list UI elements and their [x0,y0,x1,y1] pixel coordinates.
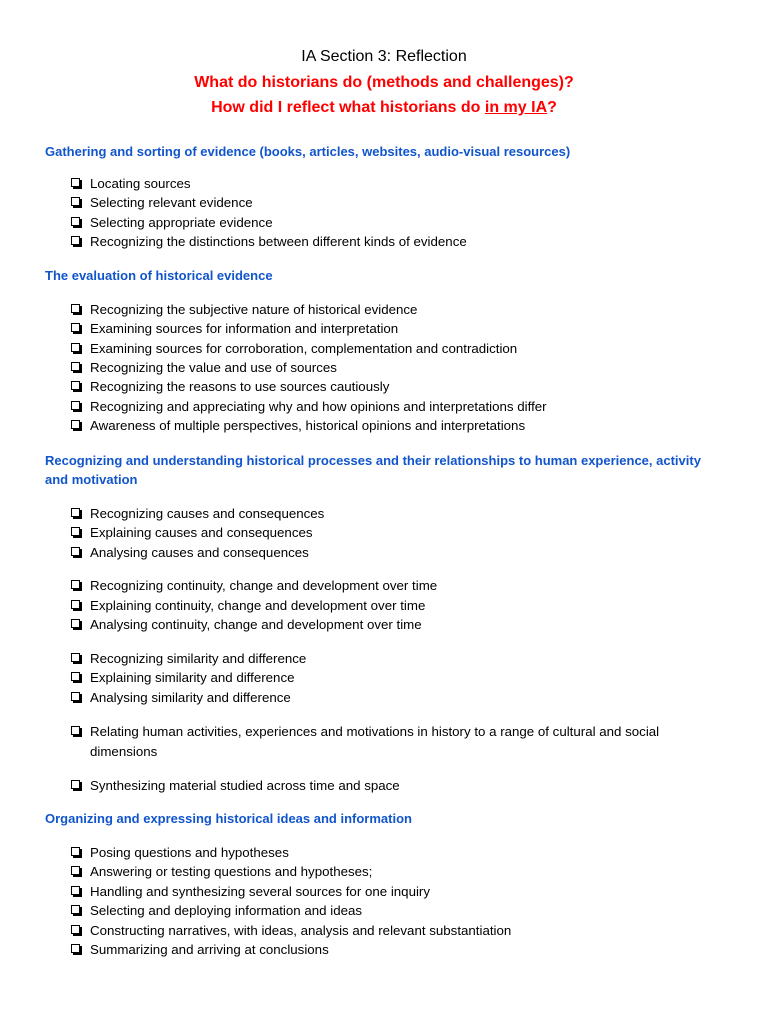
checkbox-icon[interactable] [71,600,80,609]
checkbox-icon[interactable] [71,362,80,371]
checklist-item-label: Relating human activities, experiences and motivations in history to a range of cultural and social dimensions [90,724,660,759]
checkbox-icon[interactable] [71,847,80,856]
checkbox-icon[interactable] [71,508,80,517]
checklist-item [71,901,711,921]
checklist-item [71,397,711,417]
checklist-item-label: Examining sources for information and interpretation [90,321,399,336]
question-2-text: How did I reflect what historians do [211,99,485,116]
page-title: IA Section 3: Reflection [301,48,467,65]
section-heading: Recognizing and understanding historical processes and their relationships to human experience, activity and motivation [45,453,701,487]
section-heading: Organizing and expressing historical ideas and information [45,811,412,826]
checkbox-icon[interactable] [71,527,80,536]
checklist-item-label: Recognizing the reasons to use sources cautiously [90,379,390,394]
checkbox-icon[interactable] [71,178,80,187]
section-heading: The evaluation of historical evidence [45,268,273,283]
checkbox-icon[interactable] [71,726,80,735]
checklist-item-label: Examining sources for corroboration, complementation and contradiction [90,341,518,356]
checklist-item-label: Recognizing similarity and difference [90,651,307,666]
checkbox-icon[interactable] [71,653,80,662]
checklist-item-label: Recognizing continuity, change and development over time [90,578,438,593]
checklist-item-label: Recognizing the distinctions between different kinds of evidence [90,234,467,249]
checklist-item-label: Constructing narratives, with ideas, analysis and relevant substantiation [90,923,512,938]
checklist-item [71,576,711,596]
checklist-item-label: Recognizing and appreciating why and how opinions and interpretations differ [90,399,547,414]
checkbox-icon[interactable] [71,944,80,953]
checklist-item [71,649,711,669]
checklist-item [71,213,711,233]
checklist-item [71,843,711,863]
checklist-item-label: Recognizing the value and use of sources [90,360,337,375]
checklist-item-label: Awareness of multiple perspectives, historical opinions and interpretations [90,418,526,433]
checklist-item-label: Selecting and deploying information and ideas [90,903,363,918]
section-heading: Gathering and sorting of evidence (books, articles, websites, audio-visual resources) [45,144,571,159]
subtitle-question-1: What do historians do (methods and challenges)? [194,74,574,91]
checkbox-icon[interactable] [71,547,80,556]
checklist-item [71,615,711,635]
checklist-item-label: Analysing continuity, change and development over time [90,617,422,632]
checkbox-icon[interactable] [71,236,80,245]
checklist-item-label: Summarizing and arriving at conclusions [90,942,329,957]
checkbox-icon[interactable] [71,886,80,895]
checklist-item-label: Handling and synthesizing several sources for one inquiry [90,884,430,899]
checklist-item-label: Locating sources [90,176,191,191]
question-2-end: ? [547,99,557,116]
checklist-item [71,339,711,359]
checklist-item [71,722,711,761]
checklist-item-label: Posing questions and hypotheses [90,845,289,860]
checkbox-icon[interactable] [71,672,80,681]
checklist-item [71,504,711,524]
checklist-item [71,319,711,339]
checklist-item-label: Explaining continuity, change and development over time [90,598,426,613]
checklist-item [71,940,711,960]
checklist-item [71,232,711,252]
checklist-item [71,882,711,902]
checklist-item [71,377,711,397]
checkbox-icon[interactable] [71,323,80,332]
checklist-item [71,862,711,882]
checklist-item [71,668,711,688]
checkbox-icon[interactable] [71,780,80,789]
subtitle-question-2 [0,98,768,118]
checklist-item-label: Recognizing the subjective nature of historical evidence [90,302,418,317]
checklist-item [71,193,711,213]
question-2-underlined: in my IA [484,99,548,116]
checklist-item [71,523,711,543]
checkbox-icon[interactable] [71,420,80,429]
checklist-item [71,776,711,796]
checkbox-icon[interactable] [71,304,80,313]
checklist-item [71,688,711,708]
checklist-item [71,921,711,941]
checklist-item [71,543,711,563]
checkbox-icon[interactable] [71,401,80,410]
checklist-item-label: Selecting relevant evidence [90,195,253,210]
checkbox-icon[interactable] [71,381,80,390]
checklist-item-label: Recognizing causes and consequences [90,506,325,521]
checklist-item-label: Analysing similarity and difference [90,690,291,705]
checklist-item [71,300,711,320]
checklist-item-label: Synthesizing material studied across time and space [90,778,400,793]
checkbox-icon[interactable] [71,580,80,589]
checklist-item [71,358,711,378]
checkbox-icon[interactable] [71,692,80,701]
checkbox-icon[interactable] [71,866,80,875]
checkbox-icon[interactable] [71,217,80,226]
checkbox-icon[interactable] [71,905,80,914]
checklist-item-label: Explaining similarity and difference [90,670,295,685]
checklist-item-label: Analysing causes and consequences [90,545,309,560]
checklist-item-label: Answering or testing questions and hypotheses; [90,864,373,879]
checklist-item [71,596,711,616]
checkbox-icon[interactable] [71,925,80,934]
checkbox-icon[interactable] [71,197,80,206]
checkbox-icon[interactable] [71,343,80,352]
checklist-item-label: Explaining causes and consequences [90,525,313,540]
checklist-item-label: Selecting appropriate evidence [90,215,273,230]
checklist-item [71,174,711,194]
checkbox-icon[interactable] [71,619,80,628]
checklist-item [71,416,711,436]
